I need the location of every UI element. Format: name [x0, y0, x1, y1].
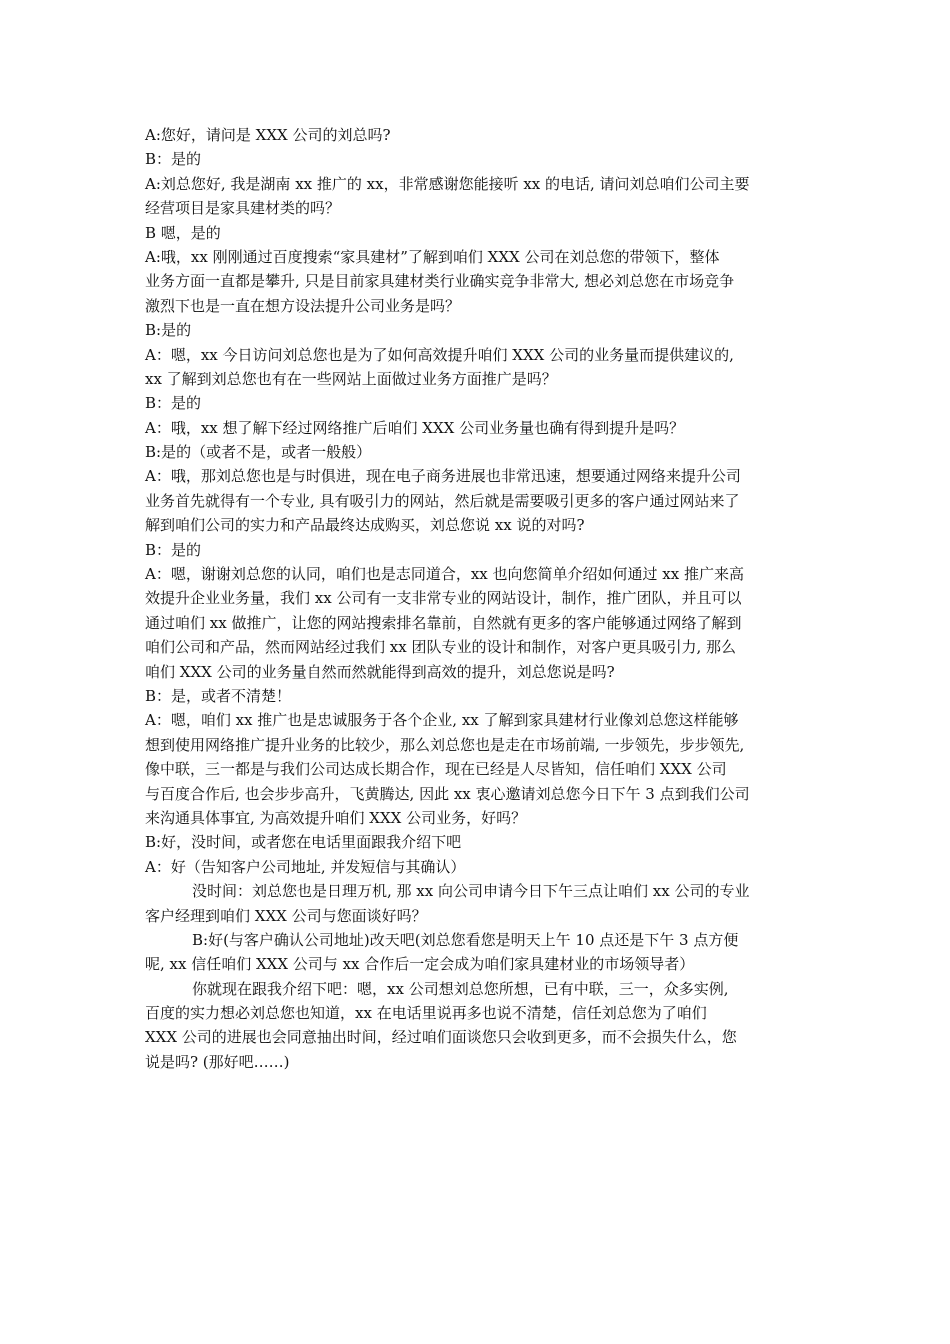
- text-line: A：嗯，xx 今日访问刘总您也是为了如何高效提升咱们 XXX 公司的业务量而提供建议的,: [145, 345, 734, 364]
- text-line: 你就现在跟我介绍下吧：嗯，xx 公司想刘总您所想，已有中联，三一，众多实例,: [192, 979, 729, 998]
- text-line: 像中联，三一都是与我们公司达成长期合作，现在已经是人尽皆知，信任咱们 XXX 公司: [145, 760, 727, 779]
- text-line: B：是的: [145, 150, 202, 169]
- text-line: A:哦，xx 刚刚通过百度搜索“家具建材”了解到咱们 XXX 公司在刘总您的带领下，整体: [145, 247, 720, 266]
- text-line: 来沟通具体事宜, 为高效提升咱们 XXX 公司业务，好吗？: [145, 808, 527, 827]
- text-line: B：是的: [145, 394, 202, 413]
- text-line: 经营项目是家具建材类的吗？: [145, 199, 341, 218]
- text-line: 咱们公司和产品，然而网站经过我们 xx 团队专业的设计和制作，对客户更具吸引力, 那么: [145, 638, 736, 657]
- text-line: A：哦，那刘总您也是与时俱进，现在电子商务进展也非常迅速，想要通过网络来提升公司: [145, 467, 741, 486]
- text-line: B:是的: [145, 321, 192, 340]
- text-line: 激烈下也是一直在想方设法提升公司业务是吗？: [145, 296, 461, 315]
- text-line: 客户经理到咱们 XXX 公司与您面谈好吗？: [145, 906, 427, 925]
- text-line: 通过咱们 xx 做推广，让您的网站搜索排名靠前，自然就有更多的客户能够通过网络了解到: [145, 613, 742, 632]
- text-line: 百度的实力想必刘总您也知道，xx 在电话里说再多也说不清楚，信任刘总您为了咱们: [145, 1004, 707, 1023]
- text-line: A：嗯，谢谢刘总您的认同，咱们也是志同道合，xx 也向您简单介绍如何通过 xx 推广来高: [145, 565, 744, 584]
- text-line: A:刘总您好, 我是湖南 xx 推广的 xx，非常感谢您能接听 xx 的电话, 请问刘总咱们公司主要: [145, 174, 750, 193]
- text-line: 说是吗? (那好吧……): [145, 1052, 290, 1071]
- text-line: A：哦，xx 想了解下经过网络推广后咱们 XXX 公司业务量也确有得到提升是吗？: [145, 418, 685, 437]
- text-line: 呢, xx 信任咱们 XXX 公司与 xx 合作后一定会成为咱们家具建材业的市场领导者）: [145, 955, 695, 974]
- text-line: 咱们 XXX 公司的业务量自然而然就能得到高效的提升，刘总您说是吗?: [145, 662, 615, 681]
- text-line: xx 了解到刘总您也有在一些网站上面做过业务方面推广是吗？: [145, 369, 557, 388]
- text-line: 业务首先就得有一个专业, 具有吸引力的网站，然后就是需要吸引更多的客户通过网站来了: [145, 491, 740, 510]
- text-line: XXX 公司的进展也会同意抽出时间，经过咱们面谈您只会收到更多，而不会损失什么，您: [145, 1028, 737, 1047]
- text-line: A：好（告知客户公司地址, 并发短信与其确认）: [145, 857, 466, 876]
- text-line: 解到咱们公司的实力和产品最终达成购买，刘总您说 xx 说的对吗?: [145, 516, 585, 535]
- text-line: B:好，没时间，或者您在电话里面跟我介绍下吧: [145, 833, 462, 852]
- text-line: A:您好，请问是 XXX 公司的刘总吗?: [145, 126, 391, 144]
- text-line: B：是，或者不清楚！: [145, 686, 292, 705]
- text-line: 业务方面一直都是攀升, 只是目前家具建材类行业确实竞争非常大, 想必刘总您在市场竞争: [145, 272, 735, 291]
- text-line: B:好(与客户确认公司地址)改天吧(刘总您看您是明天上午 10 点还是下午 3 点方便: [192, 930, 739, 949]
- text-line: 效提升企业业务量，我们 xx 公司有一支非常专业的网站设计，制作，推广团队，并且可以: [145, 589, 742, 608]
- text-line: B 嗯，是的: [145, 223, 221, 242]
- text-line: 没时间：刘总您也是日理万机, 那 xx 向公司申请今日下午三点让咱们 xx 公司的专业: [192, 882, 750, 901]
- text-line: 想到使用网络推广提升业务的比较少，那么刘总您也是走在市场前端, 一步领先，步步领先,: [145, 735, 745, 754]
- text-line: B:是的（或者不是，或者一般般）: [145, 443, 372, 462]
- text-line: B：是的: [145, 540, 202, 559]
- text-line: 与百度合作后, 也会步步高升，飞黄腾达, 因此 xx 衷心邀请刘总您今日下午 3 点到我们公司: [145, 784, 750, 803]
- document-body: [145, 123, 825, 1074]
- text-line: A：嗯，咱们 xx 推广也是忠诚服务于各个企业, xx 了解到家具建材行业像刘总您这样能够: [145, 711, 739, 730]
